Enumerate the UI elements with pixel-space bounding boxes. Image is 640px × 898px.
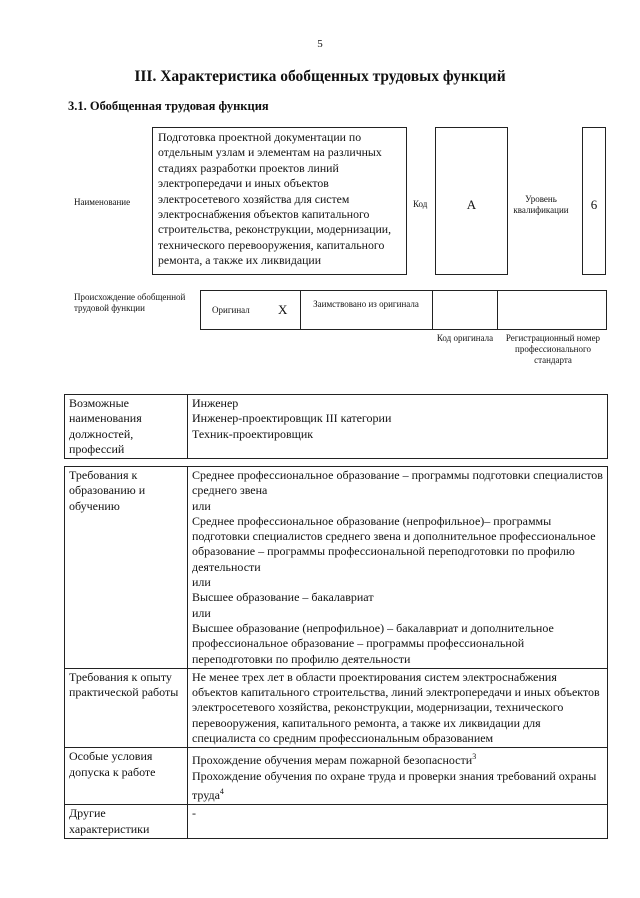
- name-label: Наименование: [74, 197, 131, 207]
- requirements-table: [64, 466, 608, 839]
- position-item: Техник-проектировщик: [192, 426, 314, 441]
- education-line: или: [192, 498, 211, 513]
- positions-list: [188, 395, 608, 459]
- experience-label: Требования к опыту практической работы: [65, 668, 188, 747]
- origin-divider-3: [497, 290, 498, 330]
- code-original-caption: Код оригинала: [436, 333, 494, 343]
- education-line: Высшее образование – бакалавриат: [192, 590, 374, 605]
- page-number: 5: [317, 38, 323, 50]
- education-label: Требования к образованию и обучению: [65, 467, 188, 669]
- education-line: или: [192, 575, 211, 590]
- code-value: А: [466, 197, 477, 212]
- original-mark: X: [278, 302, 288, 317]
- origin-label: Происхождение обобщенной трудовой функции: [74, 292, 186, 313]
- other-value: -: [188, 805, 608, 839]
- education-line: Среднее профессиональное образование – программы подготовки специалистов среднего звена: [192, 468, 603, 498]
- position-item: Инженер: [192, 396, 239, 410]
- education-value: [188, 467, 608, 669]
- reg-number-caption: Регистрационный номер профессионального стандарта: [505, 333, 601, 365]
- experience-value: Не менее трех лет в области проектирования систем электроснабжения объектов капитального строительства, линий электропередачи и иных объектов электросетевого хозяйства, реконструкции, модернизации, технического перевооружения, капитального ремонта, а также их ликвидации для специалиста со средним профессиональным образованием: [188, 668, 608, 747]
- other-label: Другие характеристики: [65, 805, 188, 839]
- position-item: Инженер-проектировщик III категории: [192, 411, 392, 426]
- section-title: III. Характеристика обобщенных трудовых функций: [134, 68, 506, 85]
- origin-divider-2: [432, 290, 433, 330]
- positions-table: [64, 394, 608, 459]
- education-line: или: [192, 605, 211, 620]
- level-label: Уровень квалификации: [513, 194, 569, 215]
- special-conditions-label: Особые условия допуска к работе: [65, 748, 188, 805]
- level-value: 6: [590, 197, 598, 212]
- footnote-ref: 4: [219, 786, 224, 796]
- education-line: Среднее профессиональное образование (непрофильное)– программы подготовки специалистов среднего звена и дополнительное профессиональное образование – программы профессиональной переподготовки по профилю деятельности: [192, 513, 596, 574]
- special-condition-line: Прохождение обучения мерам пожарной безопасности$^3$: [192, 752, 477, 768]
- special-conditions-value: [188, 748, 608, 805]
- special-condition-line: Прохождение обучения по охране труда и проверки знания требований охраны труда$^4$: [192, 768, 597, 802]
- education-line: Высшее образование (непрофильное) – бакалавриат и дополнительное профессиональное образование – программы профессиональной переподготовки по профилю деятельности: [192, 620, 554, 666]
- origin-box: [200, 290, 607, 330]
- footnote-ref: 3: [472, 752, 477, 762]
- name-value: Подготовка проектной документации по отдельным узлам и элементам на различных стадиях разработки проектов линий электропередачи и иных объектов электросетевого хозяйства для систем электроснабжения объектов капитального строительства, реконструкции, модернизации, технического перевооружения, капитального ремонта, а также их ликвидации: [158, 130, 392, 268]
- original-label: Оригинал: [212, 305, 250, 315]
- origin-divider-1: [300, 290, 301, 330]
- code-label: Код: [413, 199, 428, 209]
- subsection-title: 3.1. Обобщенная трудовая функция: [68, 99, 269, 113]
- borrowed-label: Заимствовано из оригинала: [313, 299, 419, 309]
- positions-label: Возможные наименования должностей, профессий: [65, 395, 188, 459]
